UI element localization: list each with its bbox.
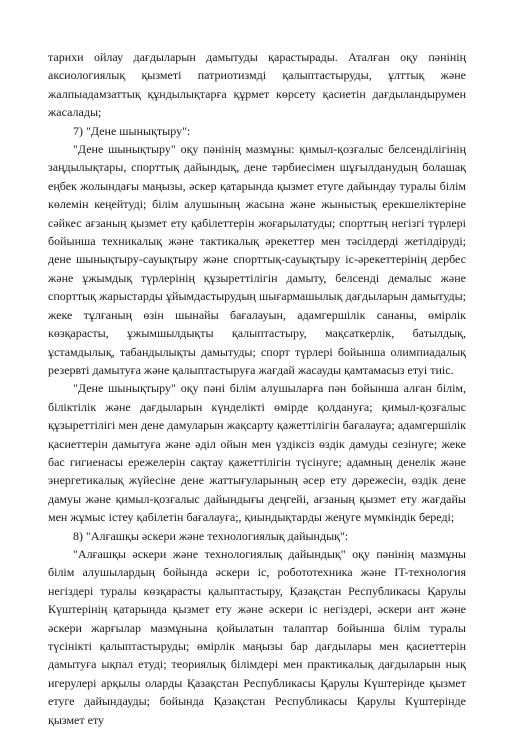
paragraph-physical-education-outcomes: "Дене шынықтыру" оқу пәні білім алушыларға пән бойынша алған білім, біліктілік және дағдыларын күнделікті өмірде қолдануға; қимыл-қозғалыс құзыреттілігі мен дене дамуларын жақсарту қажеттілігін бағалауға; адамгершілік қасиеттерін дамытуға және әділ ойын мен үздіксіз өздік дамуды сезінуге; жеке бас гигиенасы ережелерін сақтау қажеттілігін түсінуге; адамның денелік және энергетикалық жүйесіне дене жаттығуларының әсер ету дәрежесін, өздік дене дамуы және қимыл-қозғалыс дайындығы деңгейі, ағзаның қызмет ету жағдайы мен жұмыс істеу қабілетін бағалауға;, қиындықтарды жеңуге мүмкіндік береді;: [48, 381, 466, 525]
paragraph-history-continuation: тарихи ойлау дағдыларын дамытуды қарастырады. Аталған оқу пәнінің аксиологиялық қызметі патриотизмді қалыптастыруды, ұлттық және жалпыадамзаттық құндылықтарға құрмет көрсету қасиетін дағдыландырумен жасалады;: [48, 50, 466, 120]
paragraph-military-training-content: "Алғашқы әскери және технологиялық дайындық" оқу пәнінің мазмұны білім алушылардың бойында әскери іс, робототехника және IT-технология негіздері туралы көзқарасты қалыптастыру, Қазақстан Республикасы Қарулы Күштерінің қатарында қызмет ету және әскери іс негіздері, әскери ант және әскери жарғылар мазмұнына қойылатын талаптар бойынша білім туралы түсінікті қалыптастыруды; өмірлік маңызы бар дағдылары мен қасиеттерін дамытуға ықпал етуді; теориялық білімдері мен практикалық дағдыларын нық игерулері арқылы оларды Қазақстан Республикасы Қарулы Күштерінде қызмет етуге дайындауды; бойында Қазақстан Республикасы Қарулы Күштерінде қызмет ету: [48, 546, 466, 727]
document-body: [48, 48, 466, 729]
heading-military-training: 8) "Алғашқы әскери және технологиялық дайындық":: [73, 528, 349, 543]
heading-physical-education: 7) "Дене шынықтыру":: [73, 123, 191, 138]
paragraph-physical-education-content: "Дене шынықтыру" оқу пәнінің мазмұны: қимыл-қозғалыс белсенділігінің заңдылықтары, спорттық дайындық, дене тәрбиесімен шұғылданудың болашақ еңбек жолындағы маңызы, әскер қатарында қызмет етуге дайындау туралы білім көлемін кеңейтуді; білім алушының жасына және жыныстық ерекшеліктеріне сәйкес ағзаның қызмет ету қабілеттерін жоғарылатуды; спорттың негізгі түрлері бойынша техникалық және тактикалық әрекеттер мен тәсілдерді жетілдіруді; дене шынықтыру-сауықтыру және спорттық-сауықтыру іс-әрекеттерінің дербес және ұжымдық түрлерінің құзыреттілігін дамыту, белсенді демалыс және спорттық жарыстарды ұйымдастырудың шығармашылық дағдыларын дамытуды; жеке тұлғаның өзін шынайы бағалауын, адамгершілік сананы, өмірлік көзқарасты, ұжымшылдықты қалыптастыру, мақсаткерлік, батылдық, ұстамдылық, табандылықты дамытуды; спорт түрлері бойынша олимпиадалық резервті дамытуға және қалыптастыруға жағдай жасауды қамтамасыз етуі тиіс.: [48, 142, 466, 377]
